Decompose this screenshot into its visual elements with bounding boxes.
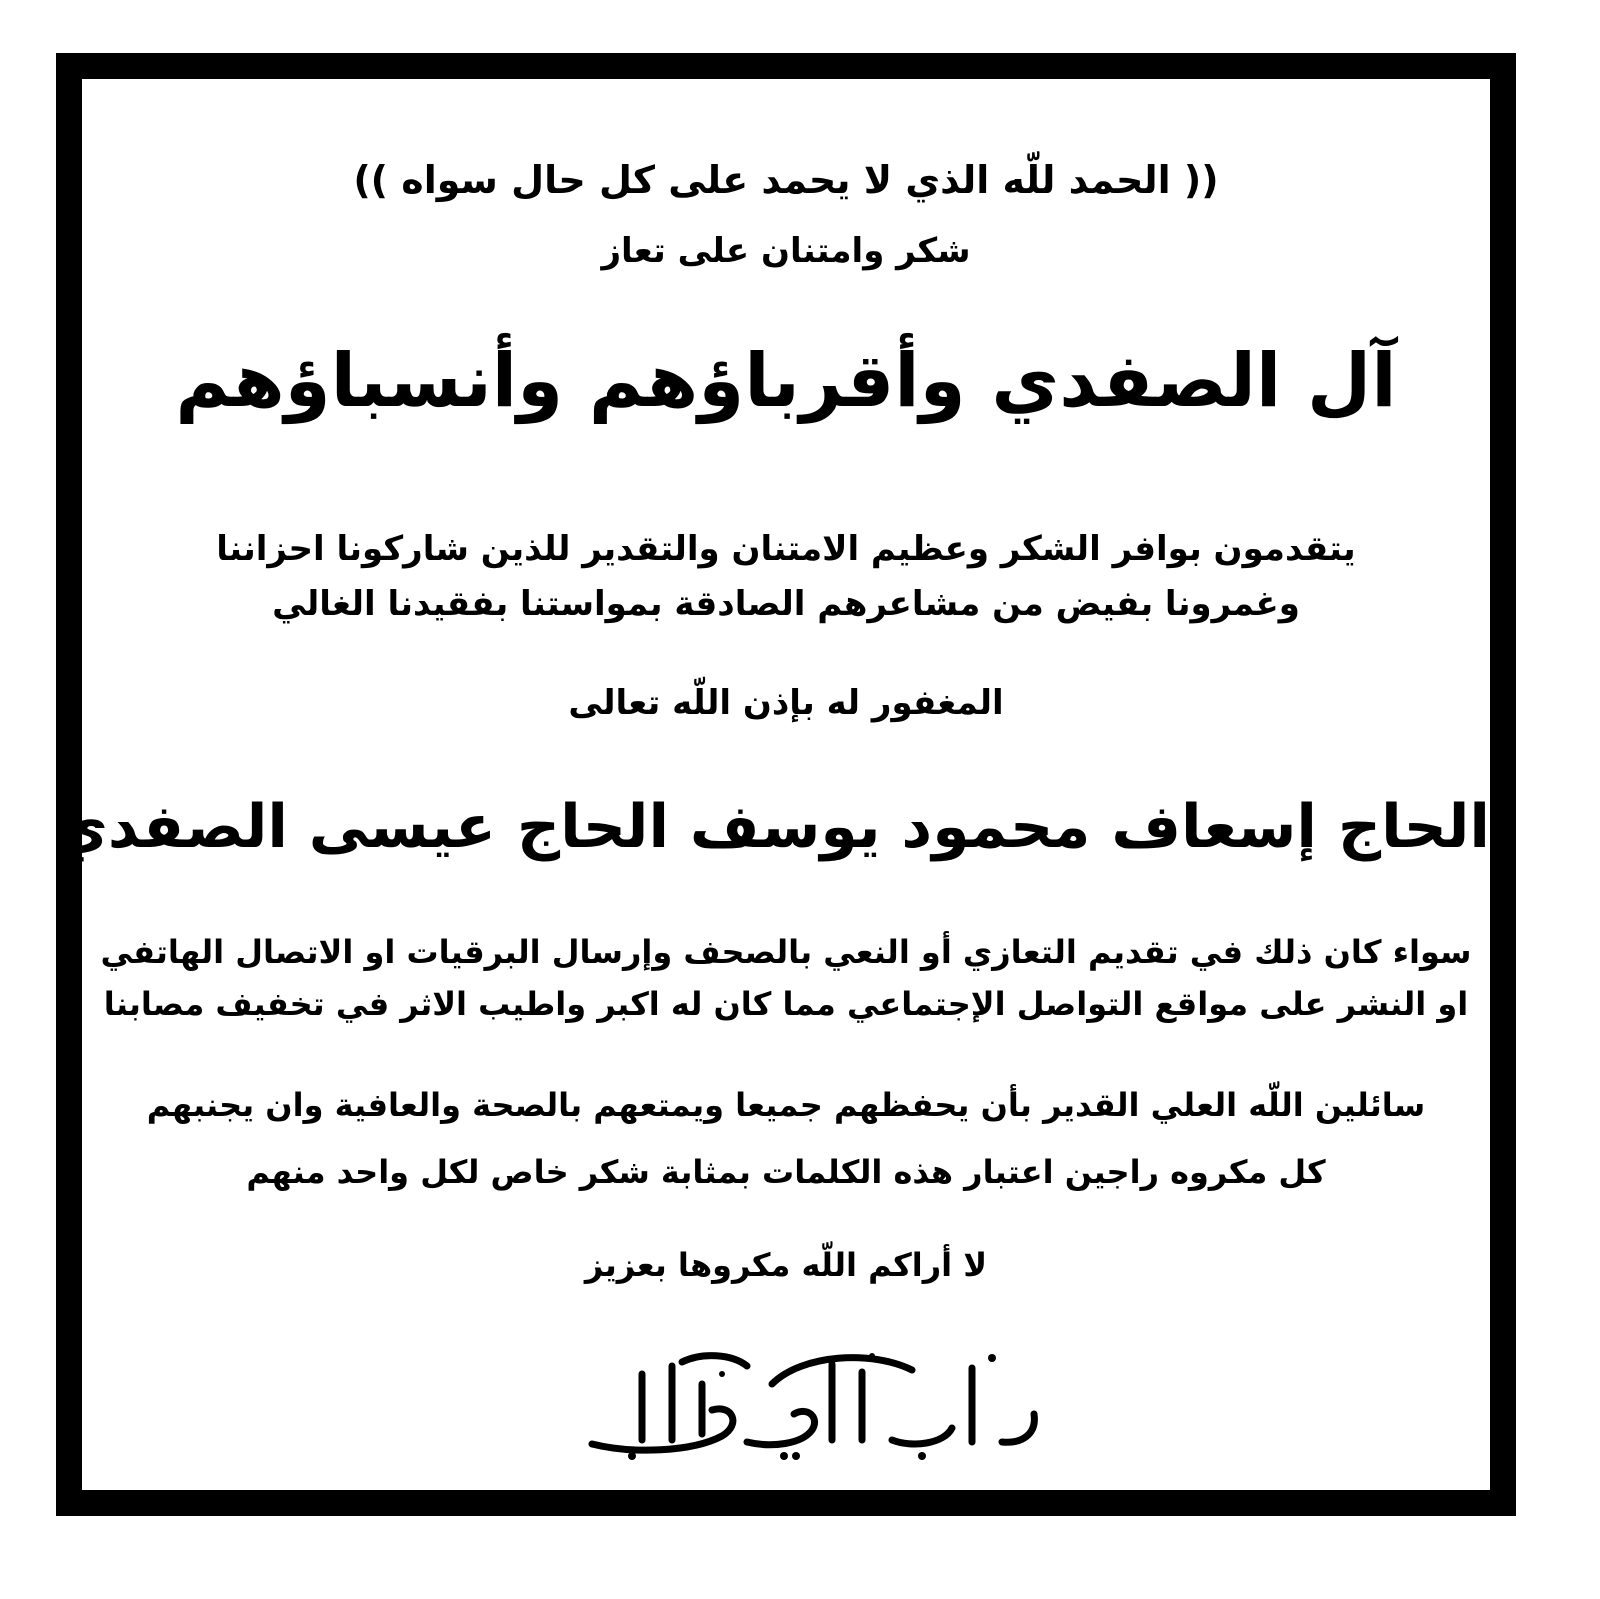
- family-name: آل الصفدي وأقرباؤهم وأنسباؤهم: [175, 338, 1397, 424]
- paragraph3-line2: كل مكروه راجين اعتبار هذه الكلمات بمثابة شكر خاص لكل واحد منهم: [246, 1153, 1326, 1191]
- closing-line: لا أراكم اللّه مكروها بعزيز: [584, 1246, 988, 1284]
- paragraph1-line1: يتقدمون بوافر الشكر وعظيم الامتنان والتقدير للذين شاركونا احزاننا: [216, 529, 1356, 569]
- quran-calligraphy-emblem: [572, 1344, 1052, 1464]
- late-prefix: المغفور له بإذن اللّه تعالى: [568, 683, 1004, 723]
- praise-line: (( الحمد للّه الذي لا يحمد على كل حال سواه )): [353, 158, 1219, 202]
- thanks-heading: شكر وامتنان على تعاز: [601, 231, 971, 271]
- paragraph3-line1: سائلين اللّه العلي القدير بأن يحفظهم جميعا ويمتعهم بالصحة والعافية وان يجنبهم: [146, 1086, 1426, 1124]
- deceased-name: الحاج إسعاف محمود يوسف الحاج عيسى الصفدي: [52, 792, 1490, 862]
- condolence-notice-frame: [52, 53, 1516, 1516]
- paragraph2-line1: سواء كان ذلك في تقديم التعازي أو النعي بالصحف وإرسال البرقيات او الاتصال الهاتفي: [100, 933, 1472, 971]
- paragraph1-line2: وغمرونا بفيض من مشاعرهم الصادقة بمواستنا بفقيدنا الغالي: [272, 584, 1300, 624]
- paragraph2-line2: او النشر على مواقع التواصل الإجتماعي مما كان له اكبر واطيب الاثر في تخفيف مصابنا: [103, 985, 1469, 1023]
